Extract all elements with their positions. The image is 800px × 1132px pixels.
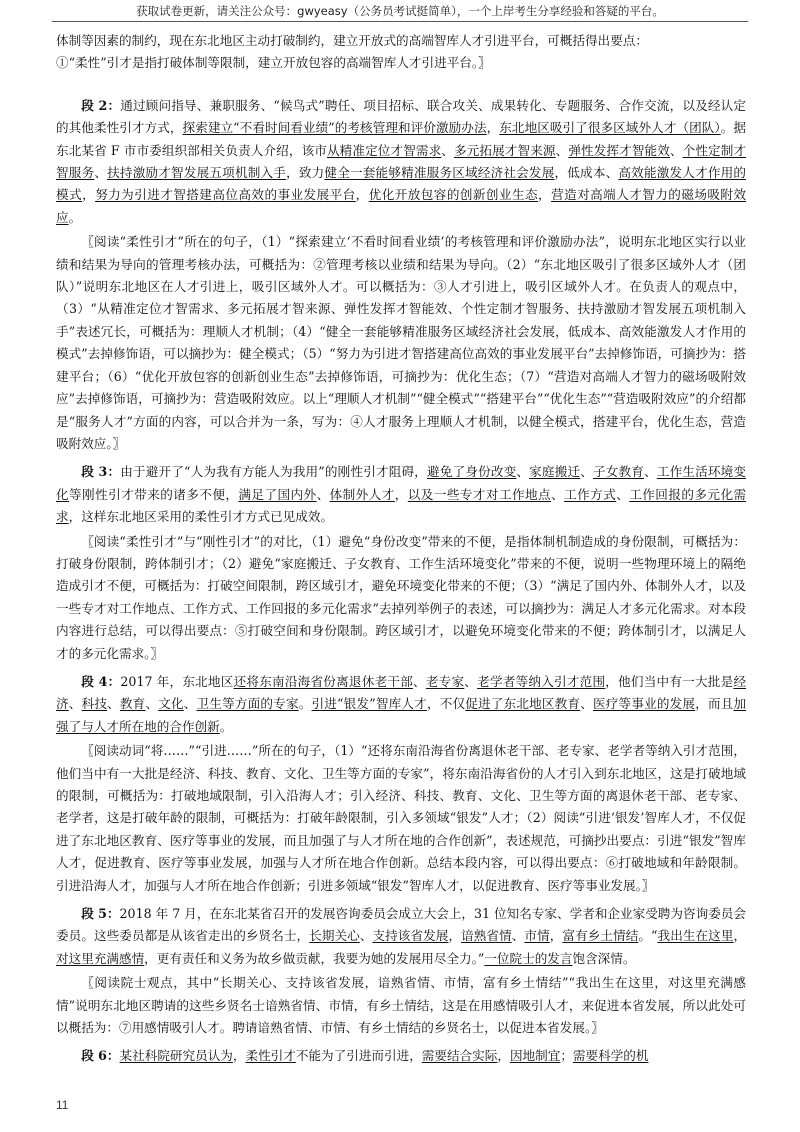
text-run: 通过顾问指导、兼职服务、“候鸟式”聘任、项目招标、联合攻关、成果转化、专题服务、合作交流，以及经认定的其他柔性引才方式， bbox=[56, 97, 746, 136]
text-run: ， bbox=[394, 486, 408, 502]
text-run: 。 bbox=[219, 718, 233, 734]
highlighted-phrase: 需要结合实际 bbox=[421, 1048, 498, 1064]
highlighted-phrase: 工作生活环境变化 bbox=[56, 464, 746, 502]
highlighted-phrase: 体制外人才 bbox=[329, 486, 395, 502]
text-run: 。 bbox=[298, 696, 312, 712]
section-label: 段 5： bbox=[81, 906, 120, 922]
text-run: 、 bbox=[644, 464, 657, 480]
text-run: 、 bbox=[316, 486, 330, 502]
text-run: 、 bbox=[511, 928, 525, 944]
highlighted-phrase: 营造对高端人才智力的磁场吸附效应 bbox=[56, 187, 746, 225]
text-run: 、 bbox=[669, 142, 683, 158]
text-run: 饱含深情。 bbox=[572, 950, 636, 966]
text-run: 、 bbox=[441, 142, 454, 158]
text-run: 等刚性引才带来的诸多不便， bbox=[69, 486, 239, 502]
highlighted-phrase: 健全一套能够精准服务区域经济社会发展 bbox=[324, 165, 555, 181]
highlighted-phrase: 以及一些专才对工作地点 bbox=[407, 486, 552, 502]
highlighted-phrase: 高效能激发人才作用的模式 bbox=[56, 165, 746, 203]
highlighted-phrase: 因地制宜 bbox=[509, 1048, 561, 1064]
section-2-paragraph bbox=[56, 95, 746, 229]
section-3-paragraph bbox=[56, 461, 746, 528]
highlighted-phrase: 满足了国内外 bbox=[238, 486, 317, 502]
text-run: 、 bbox=[107, 696, 120, 712]
text-run: ， bbox=[448, 928, 462, 944]
highlighted-phrase: 优化开放包容的创新创业生态 bbox=[368, 187, 539, 203]
highlighted-phrase: 支持该省发展 bbox=[372, 928, 449, 944]
text-run: ， bbox=[497, 1048, 510, 1064]
text-run: ，他们当中有一大批是 bbox=[605, 673, 734, 689]
document-body bbox=[56, 30, 746, 1090]
highlighted-phrase: 卫生等方面的专家 bbox=[196, 696, 299, 712]
highlighted-phrase: 避免了身份改变 bbox=[427, 464, 517, 480]
text-run: ，更有责任和义务为故乡做贡献，我要为她的发展用尽全力。” bbox=[144, 950, 485, 966]
text-run: 、 bbox=[94, 165, 108, 181]
highlighted-phrase: 努力为引进才智搭建高位高效的事业发展平台 bbox=[95, 187, 356, 203]
highlighted-phrase: 柔性引才 bbox=[245, 1048, 296, 1064]
header-banner: 获取试卷更新，请关注公众号：gwyeasy（公务员考试挺简单），一个上岸考生分享经验和答疑的平台。 bbox=[136, 4, 664, 18]
text-run: 由于避开了“人为我有方能人为我用”的刚性引才阻碍， bbox=[120, 464, 428, 480]
section-4-analysis: 〖阅读动词“将……”“引进……”所在的句子，（1）“还将东南沿海省份离退休老干部、老专家、老学者等纳入引才范围，他们当中有一大批是经济、科技、教育、文化、卫生等方面的专家”，将东南沿海省份的人才引入到东北地区，这是打破地域的限制，可概括为：打破地域限制，引入沿海人才；引入经济、科技、教育、文化、卫生等方面的离退休老干部、老专家、老学者，这是打破年龄的限制，可概括为：打破年龄限制，引入多领域“银发”人才；（2）阅读“引进‘银发’智库人才，不仅促进了东北地区教育、医疗等事业的发展，而且加强了与人才所在地的合作创新”，表述规范，可摘抄出要点：引进“银发”智库人才，促进教育、医疗等事业发展，加强与人才所在地合作创新。总结本段内容，可以得出要点：⑥打破地域和年龄限制。引进沿海人才，加强与人才所在地合作创新；引进多领域“银发”智库人才，以促进教育、医疗等事业发展。〗 bbox=[56, 743, 746, 893]
section-label: 段 3： bbox=[81, 464, 121, 480]
highlighted-phrase: 对这里充满感情 bbox=[56, 950, 145, 966]
text-run: 、 bbox=[413, 673, 426, 689]
text-run: ，不仅 bbox=[426, 696, 466, 712]
text-run: 。“ bbox=[638, 928, 658, 944]
section-5-analysis: 〖阅读院士观点，其中“长期关心、支持该省发展，谙熟省情、市情，富有乡土情结”“我出生在这里，对这里充满感情”说明东北地区聘请的这些乡贤名士谙熟省情、市情，有乡土情结，这是在用感情吸引人才，来促进本省发展，所以此处可以概括为：⑦用感情吸引人才。聘请谙熟省情、市情、有乡土情结的乡贤名士，以促进本省发展。〗 bbox=[56, 975, 746, 1036]
text-run: 、 bbox=[68, 696, 82, 712]
text-run: 。 bbox=[68, 209, 82, 225]
section-label: 段 4： bbox=[81, 673, 121, 689]
text-run: ，低成本、 bbox=[554, 165, 619, 181]
text-run: 2018 年 7 月，在东北某省召开的发展咨询委员会成立大会上，31 位知名专家、学者和企业家受聘为咨询委员会委员。这些委员都是从该省走出的乡贤名士， bbox=[56, 906, 746, 944]
text-run: 、 bbox=[580, 696, 593, 712]
highlighted-phrase: 市情 bbox=[524, 928, 550, 944]
highlighted-phrase: 子女教育 bbox=[593, 464, 645, 480]
highlighted-phrase: 富有乡土情结 bbox=[562, 928, 639, 944]
text-run: ， bbox=[549, 928, 563, 944]
section-body bbox=[56, 906, 746, 966]
highlighted-phrase: 文化 bbox=[158, 696, 184, 712]
section-3-analysis: 〖阅读“柔性引才”与“刚性引才”的对比，（1）避免“身份改变”带来的不便，是指体制机制造成的身份限制，可概括为：打破身份限制，跨体制引才；（2）避免“家庭搬迁、子女教育、工作生活环境变化”带来的不便，说明一些物理环境上的隔绝造成引才不便，可概括为：打破空间限制，跨区域引才，避免环境变化带来的不便；（3）“满足了国内外、体制外人才，以及一些专才对工作地点、工作方式、工作回报的多元化需求”去掉列举例子的表述，可以摘抄为：满足人才多元化需求。对本段内容进行总结，可以得出要点：⑤打破空间和身份限制。跨区域引才，以避免环境变化带来的不便；跨体制引才，以满足人才的多元化需求。〗 bbox=[56, 533, 746, 661]
text-run: ， bbox=[486, 120, 500, 136]
text-run: 、 bbox=[183, 696, 197, 712]
highlighted-phrase: 工作回报的多元化需求 bbox=[56, 486, 746, 525]
text-run: 2017 年，东北地区 bbox=[120, 673, 234, 689]
header-divider bbox=[52, 21, 748, 22]
highlighted-phrase: 谙熟省情 bbox=[461, 928, 512, 944]
text-run: 、 bbox=[516, 464, 530, 480]
text-run: ，而且 bbox=[695, 696, 734, 712]
highlighted-phrase: 多元拓展才智来源 bbox=[454, 142, 556, 158]
highlighted-phrase: 加强了与人才所在地的合作创新 bbox=[56, 696, 746, 734]
highlighted-phrase: 某社科院研究员认为 bbox=[119, 1048, 233, 1064]
highlighted-phrase: 引进“银发”智库人才 bbox=[311, 696, 427, 712]
section-body bbox=[120, 1048, 649, 1063]
highlighted-phrase: 还将东南沿海省份离退休老干部 bbox=[233, 673, 414, 689]
highlighted-phrase: 科技 bbox=[81, 696, 108, 712]
section-5-paragraph bbox=[56, 903, 746, 970]
highlighted-phrase: 教育 bbox=[119, 696, 146, 712]
section-4-paragraph bbox=[56, 671, 746, 738]
highlighted-phrase: 个性定制才智服务 bbox=[56, 142, 746, 181]
text-run: 、 bbox=[145, 696, 159, 712]
section-body bbox=[56, 464, 746, 524]
text-run: ， bbox=[355, 187, 369, 203]
text-run: 。据东北某省 F 市市委组织部相关负责人介绍，该市 bbox=[56, 120, 746, 158]
text-run: ， bbox=[232, 1048, 246, 1064]
text-run: ， bbox=[82, 187, 96, 203]
highlighted-phrase: 促进了东北地区教育 bbox=[465, 696, 581, 712]
section-label: 段 6： bbox=[81, 1048, 120, 1064]
text-run: 、 bbox=[551, 486, 565, 502]
text-run: 、 bbox=[616, 486, 630, 502]
section-label: 段 2： bbox=[81, 97, 121, 113]
highlighted-phrase: 长期关心 bbox=[309, 928, 360, 944]
text-run: ， bbox=[733, 928, 746, 944]
highlighted-phrase: 我出生在这里 bbox=[657, 928, 734, 944]
highlighted-phrase: 探索建立“不看时间看业绩”的考核管理和评价激励办法 bbox=[182, 120, 487, 136]
highlighted-phrase: 经济 bbox=[56, 673, 746, 712]
text-run: 、 bbox=[580, 464, 593, 480]
section-body bbox=[56, 674, 746, 734]
highlighted-phrase: 工作方式 bbox=[564, 486, 617, 502]
highlighted-phrase: 老学者等纳入引才范围 bbox=[477, 673, 606, 689]
section-body bbox=[56, 98, 746, 225]
text-run: ，致力 bbox=[286, 165, 325, 181]
text-run: 、 bbox=[359, 928, 373, 944]
section-2-analysis: 〖阅读“柔性引才”所在的句子，（1）“探索建立‘不看时间看业绩’的考核管理和评价激励办法”，说明东北地区实行以业绩和结果为导向的管理考核办法，可概括为：②管理考核以业绩和结果为导向。（2）“东北地区吸引了很多区域外人才（团队）”说明东北地区在人才引进上，吸引区域外人才。可以概括为：③人才引进上，吸引区域外人才。在负责人的观点中，（3）“从精准定位才智需求、多元拓展才智来源、弹性发挥才智能效、个性定制才智服务、扶持激励才智发展五项机制入手”表述冗长，可概括为：理顺人才机制；（4）“健全一套能够精准服务区域经济社会发展，低成本、高效能激发人才作用的模式”去掉修饰语，可以摘抄为：健全模式；（5）“努力为引进才智搭建高位高效的事业发展平台”去掉修饰语，可摘抄为：搭建平台；（6）“优化开放包容的创新创业生态”去掉修饰语，可摘抄为：优化生态；（7）“营造对高端人才智力的磁场吸附效应”去掉修饰语，可摘抄为：营造吸附效应。以上“理顺人才机制”“健全模式”“搭建平台”“优化生态”“营造吸附效应”的介绍都是“服务人才”方面的内容，可以合并为一条，写为：④人才服务上理顺人才机制，以健全模式，搭建平台，优化生态，营造吸附效应。〗 bbox=[56, 234, 746, 451]
highlighted-phrase: 需要科学的机 bbox=[572, 1048, 649, 1064]
intro-line-1: 体制等因素的制约，现在东北地区主动打破制约，建立开放式的高端智库人才引进平台，可概括得出要点： bbox=[56, 33, 648, 48]
highlighted-phrase: 家庭搬迁 bbox=[529, 464, 581, 480]
highlighted-phrase: 医疗等事业的发展 bbox=[593, 696, 696, 712]
highlighted-phrase: 一位院士的发言 bbox=[484, 950, 573, 966]
highlighted-phrase: 从精准定位才智需求 bbox=[326, 142, 442, 158]
highlighted-phrase: 扶持激励才智发展五项机制入手 bbox=[107, 165, 287, 181]
text-run: ， bbox=[538, 187, 552, 203]
page-number: 11 bbox=[56, 1098, 69, 1112]
text-run: 、 bbox=[464, 673, 478, 689]
highlighted-phrase: 东北地区吸引了很多区域外人才（团队） bbox=[499, 120, 721, 136]
text-run: ； bbox=[560, 1048, 573, 1064]
highlighted-phrase: 老专家 bbox=[425, 673, 465, 689]
highlighted-phrase: 弹性发挥才智能效 bbox=[568, 142, 670, 158]
section-6-paragraph bbox=[56, 1045, 746, 1067]
text-run: 不能为了引进而引进， bbox=[295, 1048, 422, 1064]
intro-line-2: ①“柔性”引才是指打破体制等限制，建立开放包容的高端智库人才引进平台。〗 bbox=[56, 55, 491, 71]
text-run: ，这样东北地区采用的柔性引才方式已见成效。 bbox=[68, 509, 334, 525]
text-run: 、 bbox=[555, 142, 569, 158]
